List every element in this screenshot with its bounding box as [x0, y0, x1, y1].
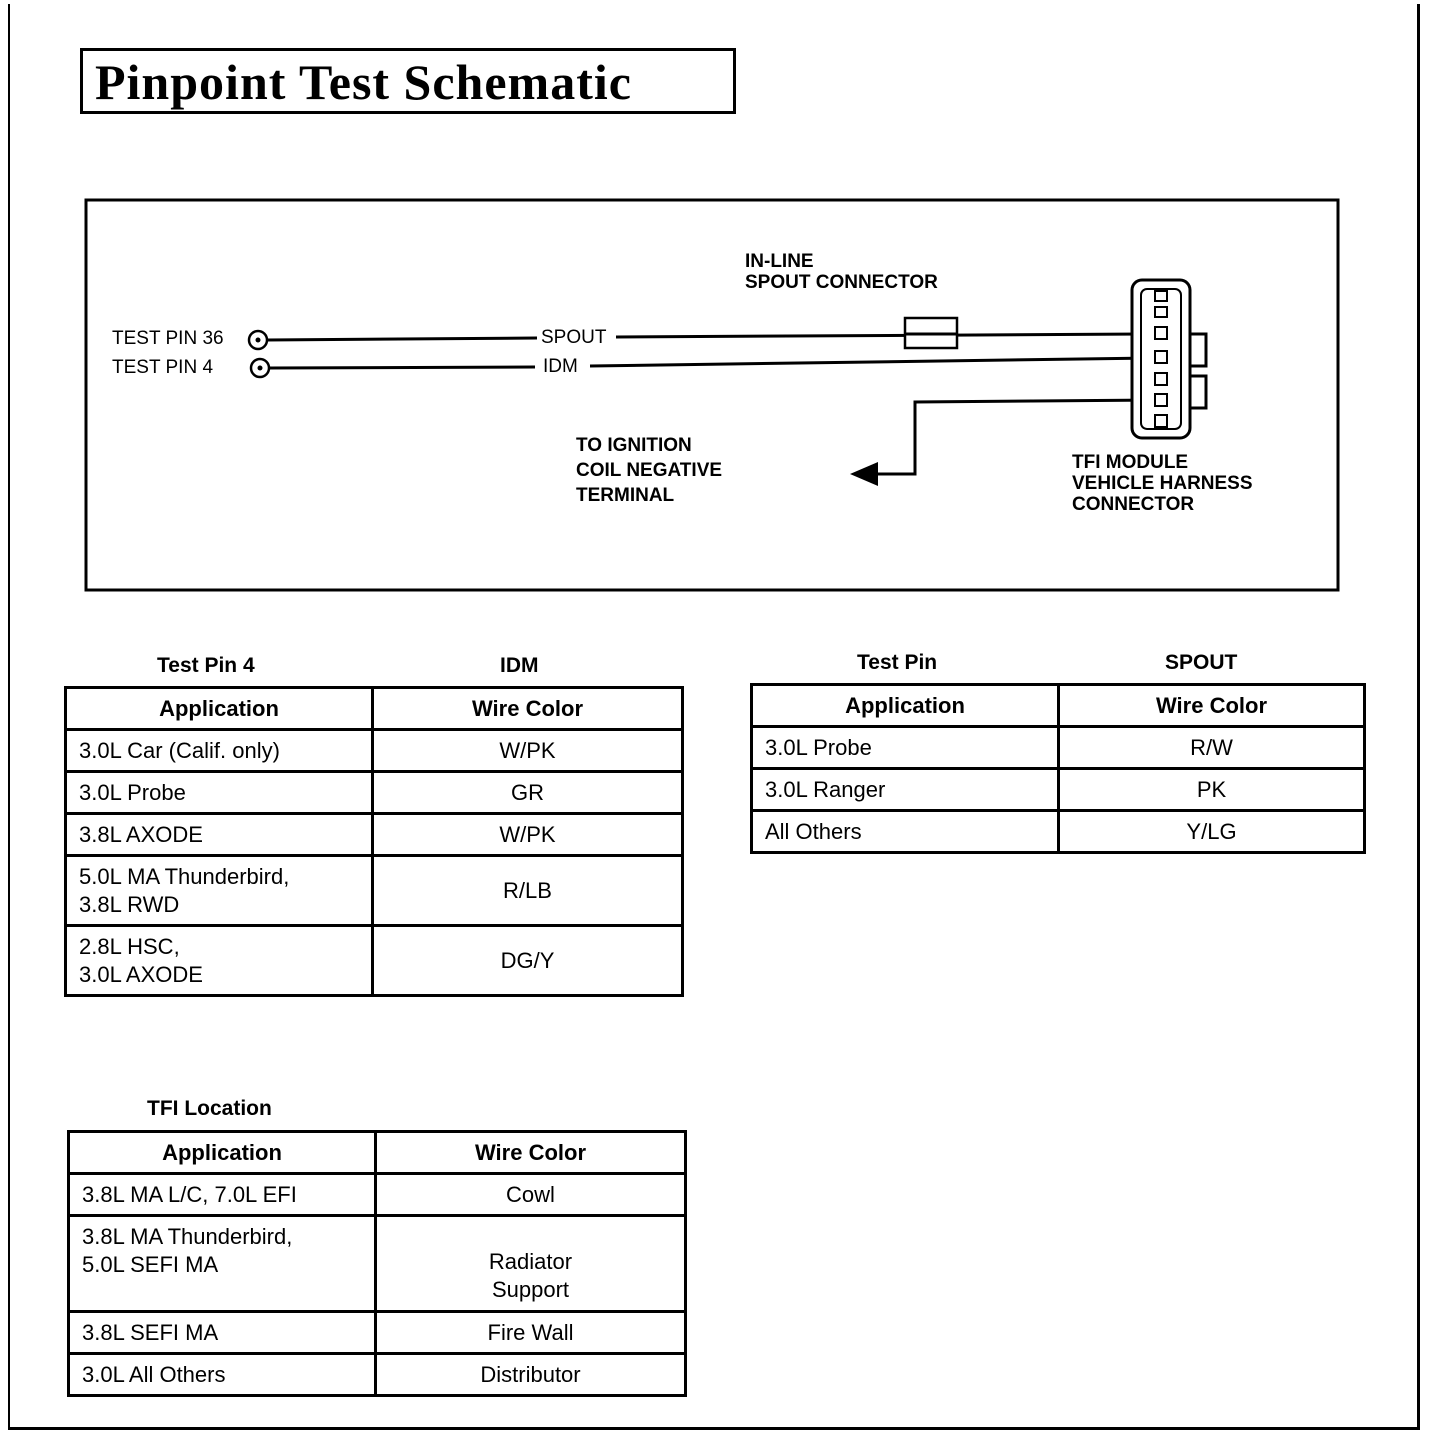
application-cell: 5.0L MA Thunderbird, 3.8L RWD: [66, 856, 373, 926]
test-pin-4-terminal: [251, 359, 269, 377]
column-header: Application: [752, 685, 1059, 727]
table-row: [69, 1354, 686, 1396]
table-row: [66, 814, 683, 856]
column-header: Wire Color: [376, 1132, 686, 1174]
application-cell: 2.8L HSC, 3.0L AXODE: [66, 926, 373, 996]
location-cell: Fire Wall: [376, 1312, 686, 1354]
spout-table-title-right: SPOUT: [1165, 651, 1238, 674]
inline-connector-label: IN-LINE SPOUT CONNECTOR: [745, 251, 938, 293]
application-cell: 3.0L Probe: [752, 727, 1059, 769]
tfi-harness-connector: [1132, 280, 1206, 438]
table-row: [69, 1174, 686, 1216]
tfi-location-table: [67, 1130, 687, 1397]
application-cell: 3.8L SEFI MA: [69, 1312, 376, 1354]
ignition-arrow-icon: [850, 462, 878, 486]
idm-wire-left: [269, 367, 535, 368]
wire-color-cell: W/PK: [373, 730, 683, 772]
idm-table-title-left: Test Pin 4: [157, 654, 255, 677]
table-row: [69, 1312, 686, 1354]
table-row: [752, 727, 1365, 769]
spout-wire-label: SPOUT: [541, 327, 607, 348]
application-cell: 3.8L MA Thunderbird, 5.0L SEFI MA: [69, 1216, 376, 1312]
table-row: [752, 769, 1365, 811]
application-cell: 3.8L MA L/C, 7.0L EFI: [69, 1174, 376, 1216]
wire-color-cell: R/W: [1059, 727, 1365, 769]
column-header: Wire Color: [1059, 685, 1365, 727]
idm-wire-table: [64, 686, 684, 997]
page-title: Pinpoint Test Schematic: [95, 54, 632, 110]
application-cell: 3.0L Probe: [66, 772, 373, 814]
location-cell: Distributor: [376, 1354, 686, 1396]
wire-color-cell: W/PK: [373, 814, 683, 856]
table-header-row: [69, 1132, 686, 1174]
spout-wire-table: [750, 683, 1366, 854]
column-header: Wire Color: [373, 688, 683, 730]
wire-color-cell: R/LB: [373, 856, 683, 926]
spout-table-title-left: Test Pin: [857, 651, 938, 674]
tfi-table-title: TFI Location: [147, 1097, 272, 1120]
idm-table-title-right: IDM: [500, 654, 539, 677]
wire-color-cell: GR: [373, 772, 683, 814]
application-cell: 3.0L Ranger: [752, 769, 1059, 811]
application-cell: 3.0L Car (Calif. only): [66, 730, 373, 772]
table-row: [66, 856, 683, 926]
ignition-note-label: TO IGNITION COIL NEGATIVE TERMINAL: [576, 435, 723, 506]
tfi-connector-label: TFI MODULE VEHICLE HARNESS CONNECTOR: [1072, 452, 1253, 515]
wire-color-cell: Y/LG: [1059, 811, 1365, 853]
table-row: [66, 730, 683, 772]
location-cell: Cowl: [376, 1174, 686, 1216]
idm-wire-label: IDM: [543, 356, 578, 377]
application-cell: 3.8L AXODE: [66, 814, 373, 856]
wire-color-cell: PK: [1059, 769, 1365, 811]
spout-wire-right: [616, 334, 1150, 337]
test-pin-4-label: TEST PIN 4: [112, 357, 214, 378]
table-header-row: [66, 688, 683, 730]
test-pin-36-label: TEST PIN 36: [112, 328, 224, 349]
wire-color-cell: DG/Y: [373, 926, 683, 996]
table-row: [66, 772, 683, 814]
column-header: Application: [66, 688, 373, 730]
test-pin-36-terminal: [249, 331, 267, 349]
table-row: [69, 1216, 686, 1312]
application-cell: All Others: [752, 811, 1059, 853]
table-header-row: [752, 685, 1365, 727]
spout-wire-left: [267, 338, 537, 340]
location-cell: Radiator Support: [376, 1216, 686, 1312]
idm-wire-right: [590, 358, 1150, 366]
table-row: [66, 926, 683, 996]
column-header: Application: [69, 1132, 376, 1174]
application-cell: 3.0L All Others: [69, 1354, 376, 1396]
table-row: [752, 811, 1365, 853]
